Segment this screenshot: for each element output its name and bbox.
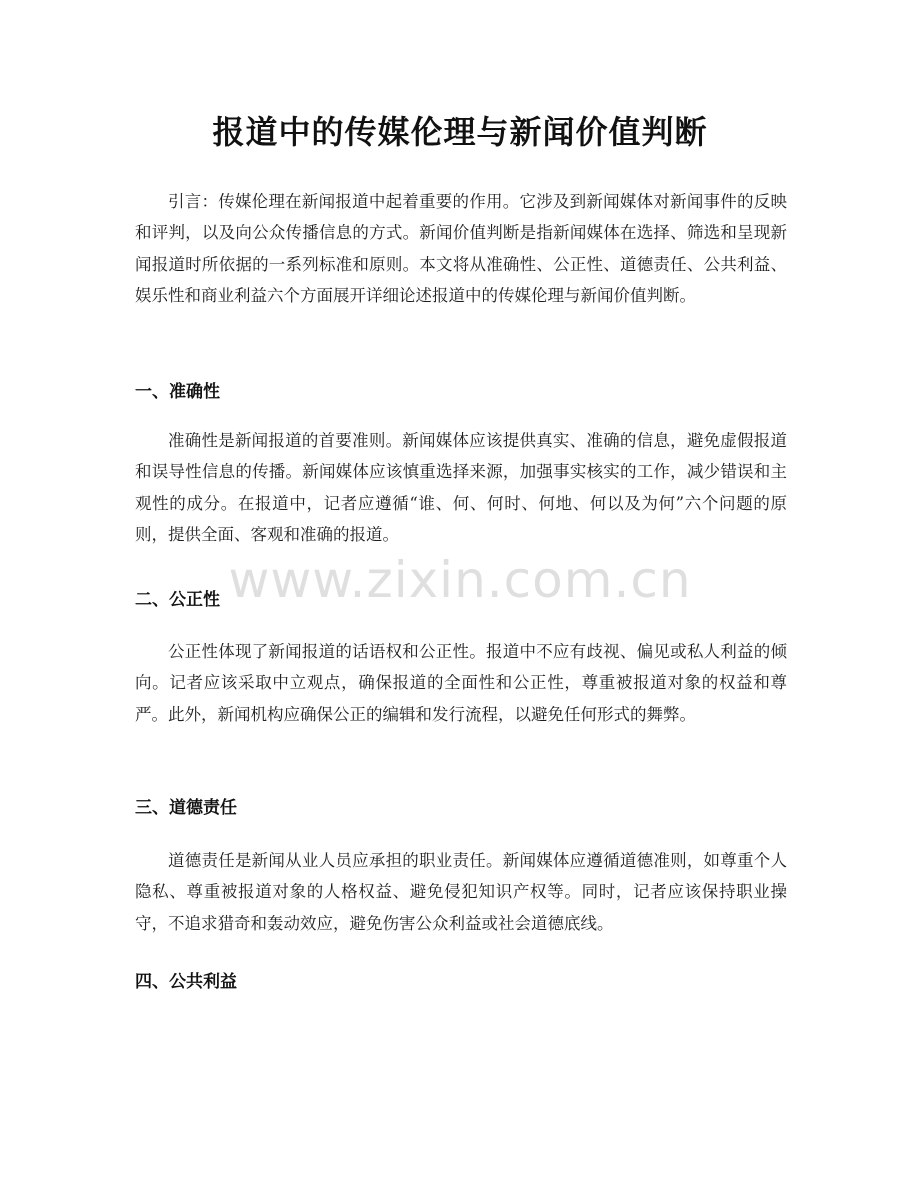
page-title: 报道中的传媒伦理与新闻价值判断	[212, 113, 708, 151]
intro-paragraph: 引言：传媒伦理在新闻报道中起着重要的作用。它涉及到新闻媒体对新闻事件的反映和评判，以及向公众传播信息的方式。新闻价值判断是指新闻媒体在选择、筛选和呈现新闻报道时所依据的一系列标准和原则。本文将从准确性、公正性、道德责任、公共利益、娱乐性和商业利益六个方面展开详细论述报道中的传媒伦理与新闻价值判断。	[135, 192, 787, 306]
section-body-fairness: 公正性体现了新闻报道的话语权和公正性。报道中不应有歧视、偏见或私人利益的倾向。记者应该采取中立观点，确保报道的全面性和公正性，尊重被报道对象的权益和尊严。此外，新闻机构应确保公正的编辑和发行流程，以避免任何形式的舞弊。	[135, 642, 787, 724]
section-heading-fairness: 二、公正性	[135, 590, 220, 610]
section-body-moral-responsibility: 道德责任是新闻从业人员应承担的职业责任。新闻媒体应遵循道德准则，如尊重个人隐私、尊重被报道对象的人格权益、避免侵犯知识产权等。同时，记者应该保持职业操守，不追求猎奇和轰动效应，避免伤害公众利益或社会道德底线。	[135, 851, 787, 933]
section-heading-accuracy: 一、准确性	[135, 382, 220, 402]
watermark-text: www.zixin.com.cn	[228, 551, 692, 609]
section-body-accuracy: 准确性是新闻报道的首要准则。新闻媒体应该提供真实、准确的信息，避免虚假报道和误导性信息的传播。新闻媒体应该慎重选择来源，加强事实核实的工作，减少错误和主观性的成分。在报道中，记者应遵循“谁、何、何时、何地、何以及为何”六个问题的原则，提供全面、客观和准确的报道。	[135, 431, 787, 545]
section-heading-public-interest: 四、公共利益	[135, 972, 237, 992]
section-heading-moral-responsibility: 三、道德责任	[135, 798, 237, 818]
